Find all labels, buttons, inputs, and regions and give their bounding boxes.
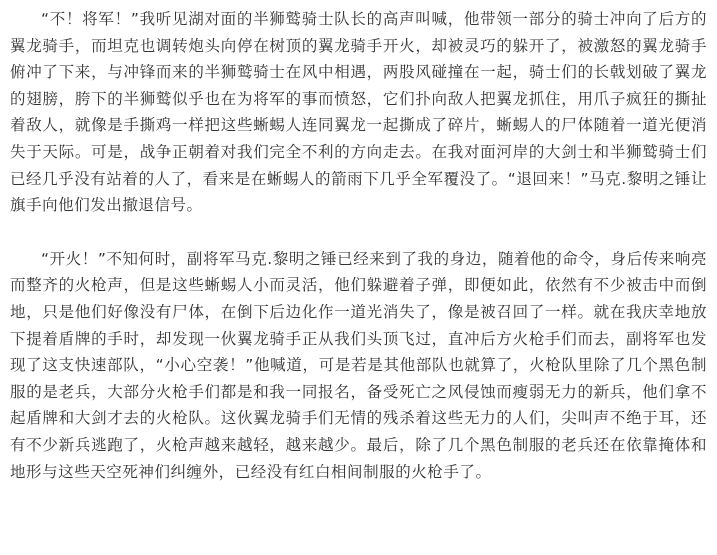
paragraph: “开火！”不知何时，副将军马克.黎明之锤已经来到了我的身边，随着他的命令，身后传来响亮而整齐的火枪声，但是这些蜥蜴人小而灵活，他们躲避着子弹，即便如此，依然有不少被击中而倒地，只是他们好像没有尸体，在倒下后边化作一道光消失了，像是被召回了一样。就在我庆幸地放下提着盾牌的手时，却发现一伙翼龙骑手正从我们头顶飞过，直冲后方火枪手们而去，副将军也发现了这支快速部队，“小心空袭！”他喊道，可是若是其他部队也就算了，火枪队里除了几个黑色制服的是老兵，大部分火枪手们都是和我一同报名，备受死亡之风侵蚀而瘦弱无力的新兵，他们拿不起盾牌和大剑才去的火枪队。这伙翼龙骑手们无情的残杀着这些无力的人们，尖叫声不绝于耳，还有不少新兵逃跑了，火枪声越来越轻，越来越少。最后，除了几个黑色制服的老兵还在依靠掩体和地形与这些天空死神们纠缠外，已经没有红白相间制服的火枪手了。 bbox=[10, 249, 707, 481]
paragraph: “不！将军！”我听见湖对面的半狮鹫骑士队长的高声叫喊，他带领一部分的骑士冲向了后方的翼龙骑手，而坦克也调转炮头向停在树顶的翼龙骑手开火，却被灵巧的躲开了，被激怒的翼龙骑手俯冲了下来，与冲锋而来的半狮鹫骑士在风中相遇，两股风碰撞在一起，骑士们的长戟划破了翼龙的翅膀，胯下的半狮鹫似乎也在为将军的事而愤怒，它们扑向敌人把翼龙抓住，用爪子疯狂的撕扯着敌人，就像是手撕鸡一样把这些蜥蜴人连同翼龙一起撕成了碎片，蜥蜴人的尸体随着一道光便消失于天际。可是，战争正朝着对我们完全不利的方向走去。在我对面河岸的大剑士和半狮鹫骑士们已经几乎没有站着的人了，看来是在蜥蜴人的箭雨下几乎全军覆没了。“退回来！”马克.黎明之锤让旗手向他们发出撤退信号。 bbox=[10, 10, 707, 215]
